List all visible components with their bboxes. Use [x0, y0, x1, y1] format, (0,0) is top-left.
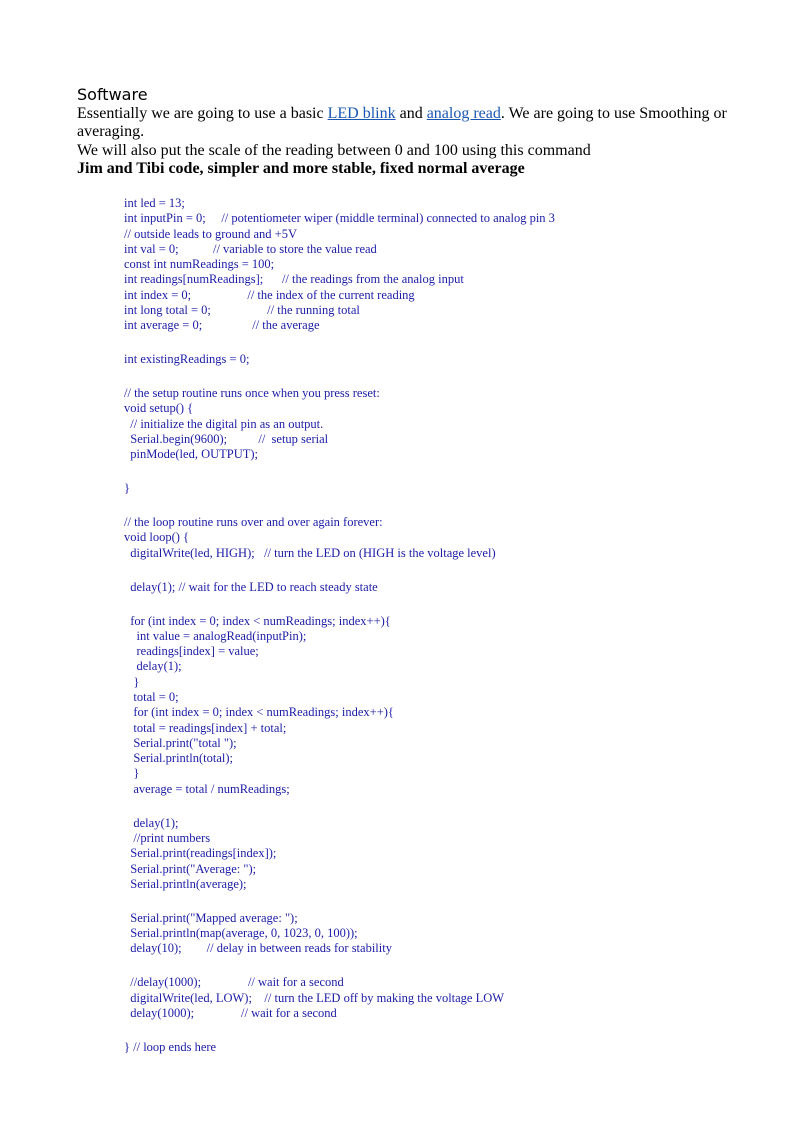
- code-line: [124, 957, 744, 976]
- code-line: int value = analogRead(inputPin);: [124, 628, 307, 643]
- code-line: } // loop ends here: [124, 1039, 217, 1054]
- code-line: [124, 497, 744, 516]
- code-line: }: [124, 481, 130, 496]
- code-line: delay(1);: [124, 815, 179, 830]
- code-line: void loop() {: [124, 530, 190, 545]
- code-line: delay(1000); // wait for a second: [124, 1005, 337, 1020]
- code-title: Jim and Tibi code, simpler and more stable, fixed normal average: [77, 160, 525, 177]
- code-line: digitalWrite(led, LOW); // turn the LED off by making the voltage LOW: [124, 990, 505, 1005]
- section-heading: Software: [77, 85, 148, 104]
- code-line: Serial.print(readings[index]);: [124, 846, 277, 861]
- code-line: delay(1); // wait for the LED to reach steady state: [124, 579, 378, 594]
- intro-text-3: . We are going to use Smoothing or averaging.: [77, 105, 727, 140]
- analog-read-link[interactable]: analog read: [426, 105, 501, 122]
- code-block: [124, 196, 744, 1055]
- code-line: Serial.print("Average: ");: [124, 861, 257, 876]
- code-line: Serial.println(average);: [124, 876, 247, 891]
- code-line: for (int index = 0; index < numReadings; index++){: [124, 613, 391, 628]
- code-line: [124, 368, 744, 387]
- code-line: readings[index] = value;: [124, 644, 259, 659]
- code-line: [124, 561, 744, 580]
- code-line: const int numReadings = 100;: [124, 257, 275, 272]
- scale-paragraph: We will also put the scale of the reading between 0 and 100 using this command: [77, 142, 591, 159]
- code-line: int val = 0; // variable to store the value read: [124, 241, 377, 256]
- code-line: [124, 334, 744, 353]
- code-line: int readings[numReadings]; // the readings from the analog input: [124, 272, 464, 287]
- code-line: digitalWrite(led, HIGH); // turn the LED on (HIGH is the voltage level): [124, 545, 496, 560]
- code-line: total = 0;: [124, 689, 179, 704]
- code-line: }: [124, 674, 140, 689]
- code-line: [124, 797, 744, 816]
- code-line: for (int index = 0; index < numReadings; index++){: [124, 705, 394, 720]
- code-line: delay(1);: [124, 659, 182, 674]
- intro-text-1: Essentially we are going to use a basic: [77, 105, 328, 122]
- code-line: // the loop routine runs over and over again forever:: [124, 515, 383, 530]
- code-line: average = total / numReadings;: [124, 781, 290, 796]
- code-line: Serial.begin(9600); // setup serial: [124, 432, 329, 447]
- code-line: total = readings[index] + total;: [124, 720, 287, 735]
- code-line: Serial.print("Mapped average: ");: [124, 910, 298, 925]
- code-line: // initialize the digital pin as an output.: [124, 416, 324, 431]
- code-line: int average = 0; // the average: [124, 318, 320, 333]
- code-line: void setup() {: [124, 401, 194, 416]
- code-line: delay(10); // delay in between reads for stability: [124, 941, 392, 956]
- code-line: Serial.println(total);: [124, 751, 234, 766]
- code-line: [124, 463, 744, 482]
- code-line: int index = 0; // the index of the current reading: [124, 287, 415, 302]
- code-line: int led = 13;: [124, 196, 185, 210]
- intro-paragraph: [77, 105, 727, 141]
- code-line: //delay(1000); // wait for a second: [124, 975, 344, 990]
- code-line: [124, 595, 744, 614]
- code-line: }: [124, 766, 140, 781]
- intro-text-2: and: [395, 105, 427, 122]
- code-line: int inputPin = 0; // potentiometer wiper (middle terminal) connected to analog pin 3: [124, 211, 555, 226]
- code-line: int existingReadings = 0;: [124, 352, 250, 367]
- led-blink-link[interactable]: LED blink: [327, 105, 396, 122]
- code-line: int long total = 0; // the running total: [124, 303, 360, 318]
- code-line: [124, 892, 744, 911]
- code-line: // outside leads to ground and +5V: [124, 226, 297, 241]
- code-line: Serial.println(map(average, 0, 1023, 0, 100));: [124, 926, 358, 941]
- code-line: Serial.print("total ");: [124, 735, 237, 750]
- code-line: // the setup routine runs once when you press reset:: [124, 386, 380, 401]
- code-line: //print numbers: [124, 830, 211, 845]
- code-line: pinMode(led, OUTPUT);: [124, 447, 259, 462]
- code-line: [124, 1021, 744, 1040]
